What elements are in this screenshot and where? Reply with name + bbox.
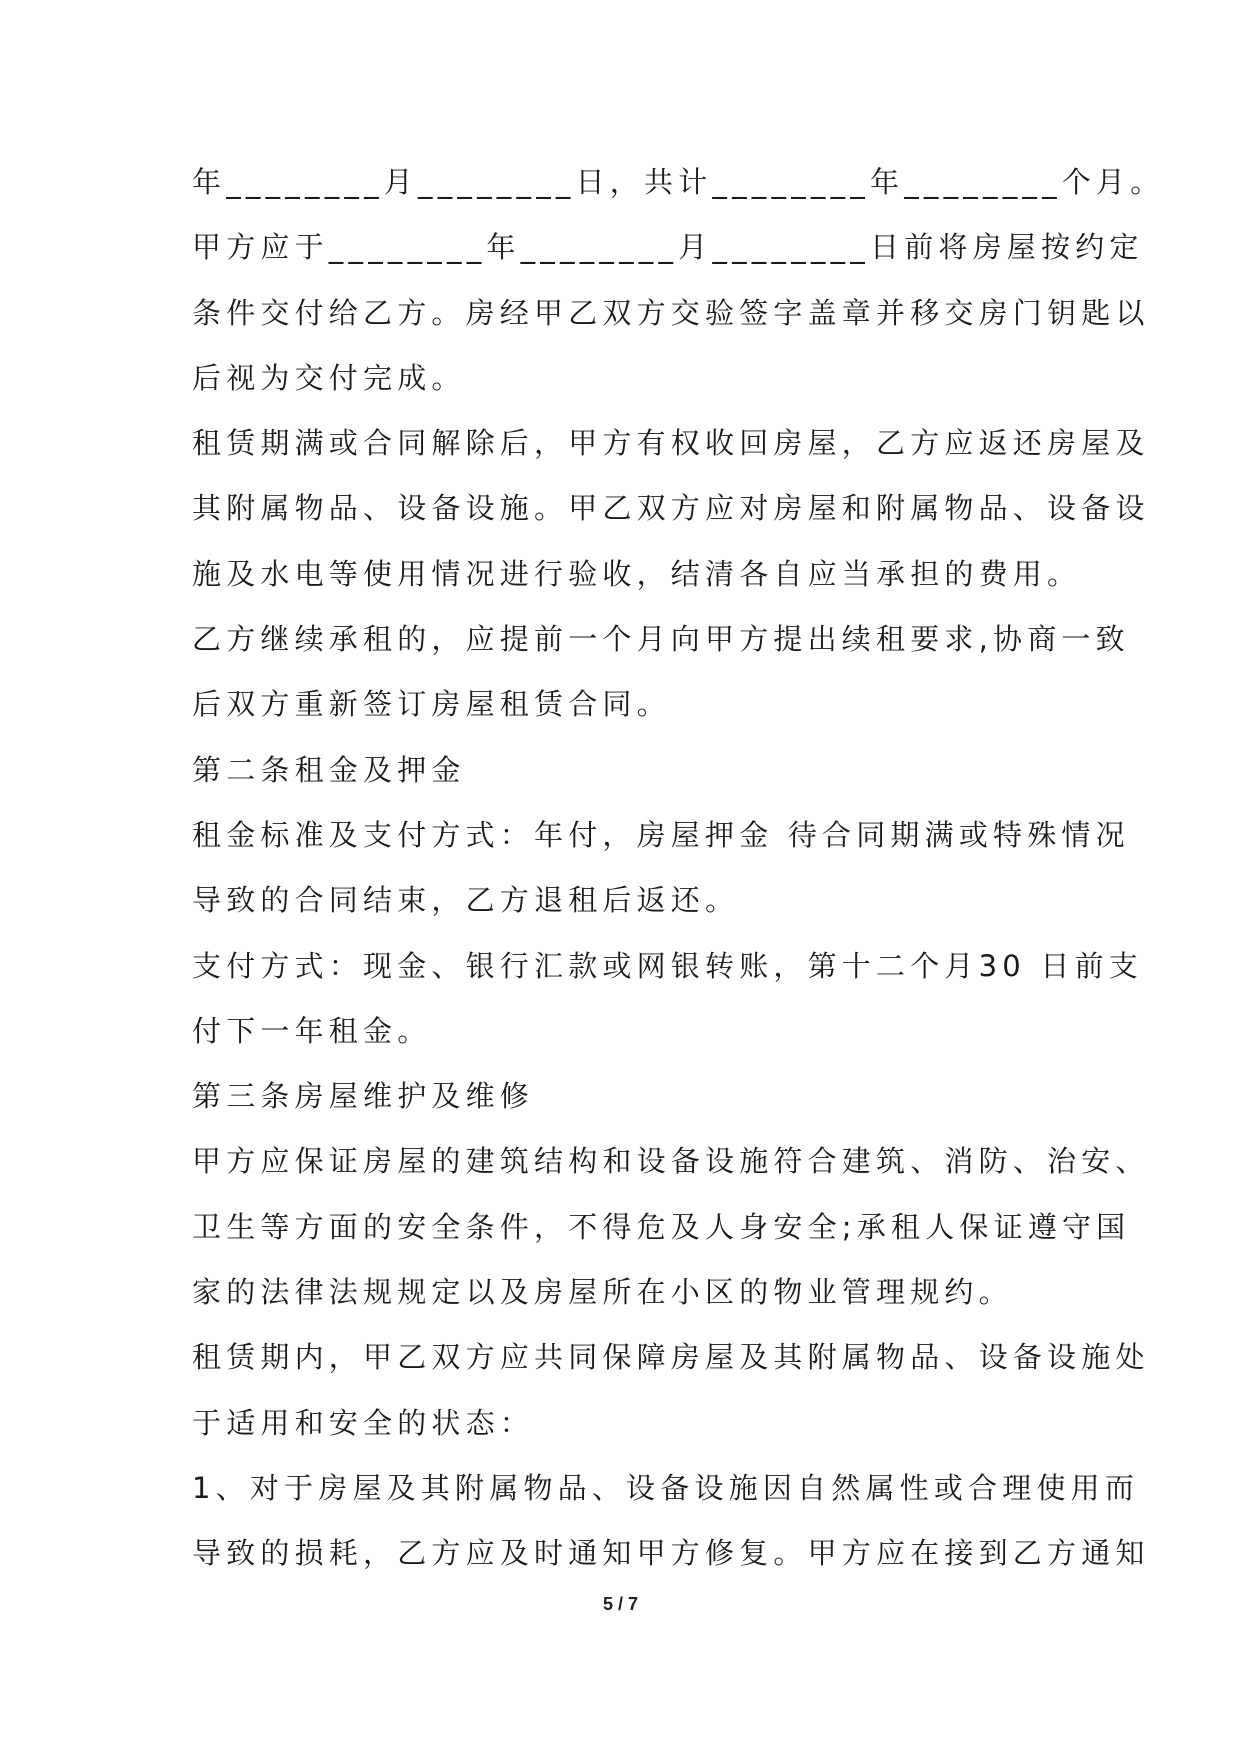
text-line: 租金标准及支付方式：年付，房屋押金 待合同期满或特殊情况 bbox=[192, 817, 1130, 852]
text-line: 导致的合同结束，乙方退租后返还。 bbox=[192, 883, 740, 918]
text-line: 导致的损耗，乙方应及时通知甲方修复。甲方应在接到乙方通知 bbox=[192, 1536, 1150, 1571]
text-line: 其附属物品、设备设施。甲乙双方应对房屋和附属物品、设备设 bbox=[192, 491, 1150, 526]
text-line: 租赁期内，甲乙双方应共同保障房屋及其附属物品、设备设施处 bbox=[192, 1340, 1150, 1375]
text-line: 后视为交付完成。 bbox=[192, 360, 466, 395]
text-line: 年________月________日，共计________年________个月。 bbox=[192, 165, 1165, 199]
document-body bbox=[192, 150, 1165, 1587]
text-line: 条件交付给乙方。房经甲乙双方交验签字盖章并移交房门钥匙以 bbox=[192, 295, 1150, 330]
text-line: 1、对于房屋及其附属物品、设备设施因自然属性或合理使用而 bbox=[192, 1470, 1140, 1505]
text-line: 付下一年租金。 bbox=[192, 1013, 432, 1048]
text-line: 施及水电等使用情况进行验收，结清各自应当承担的费用。 bbox=[192, 556, 1082, 591]
page-number: 5 / 7 bbox=[602, 1594, 639, 1614]
text-line: 后双方重新签订房屋租赁合同。 bbox=[192, 687, 671, 722]
text-line: 家的法律法规规定以及房屋所在小区的物业管理规约。 bbox=[192, 1275, 1013, 1310]
text-line: 支付方式：现金、银行汇款或网银转账，第十二个月30 日前支 bbox=[192, 948, 1143, 983]
text-line: 乙方继续承租的，应提前一个月向甲方提出续租要求,协商一致 bbox=[192, 622, 1130, 657]
text-line: 卫生等方面的安全条件，不得危及人身安全;承租人保证遵守国 bbox=[192, 1209, 1131, 1244]
section-heading: 第三条房屋维护及维修 bbox=[192, 1079, 535, 1114]
section-heading: 第二条租金及押金 bbox=[192, 752, 466, 787]
text-line: 于适用和安全的状态： bbox=[192, 1405, 535, 1440]
text-line: 甲方应保证房屋的建筑结构和设备设施符合建筑、消防、治安、 bbox=[192, 1144, 1150, 1179]
text-line: 甲方应于________年________月________日前将房屋按约定 bbox=[192, 230, 1144, 265]
text-line: 租赁期满或合同解除后，甲方有权收回房屋，乙方应返还房屋及 bbox=[192, 426, 1150, 461]
